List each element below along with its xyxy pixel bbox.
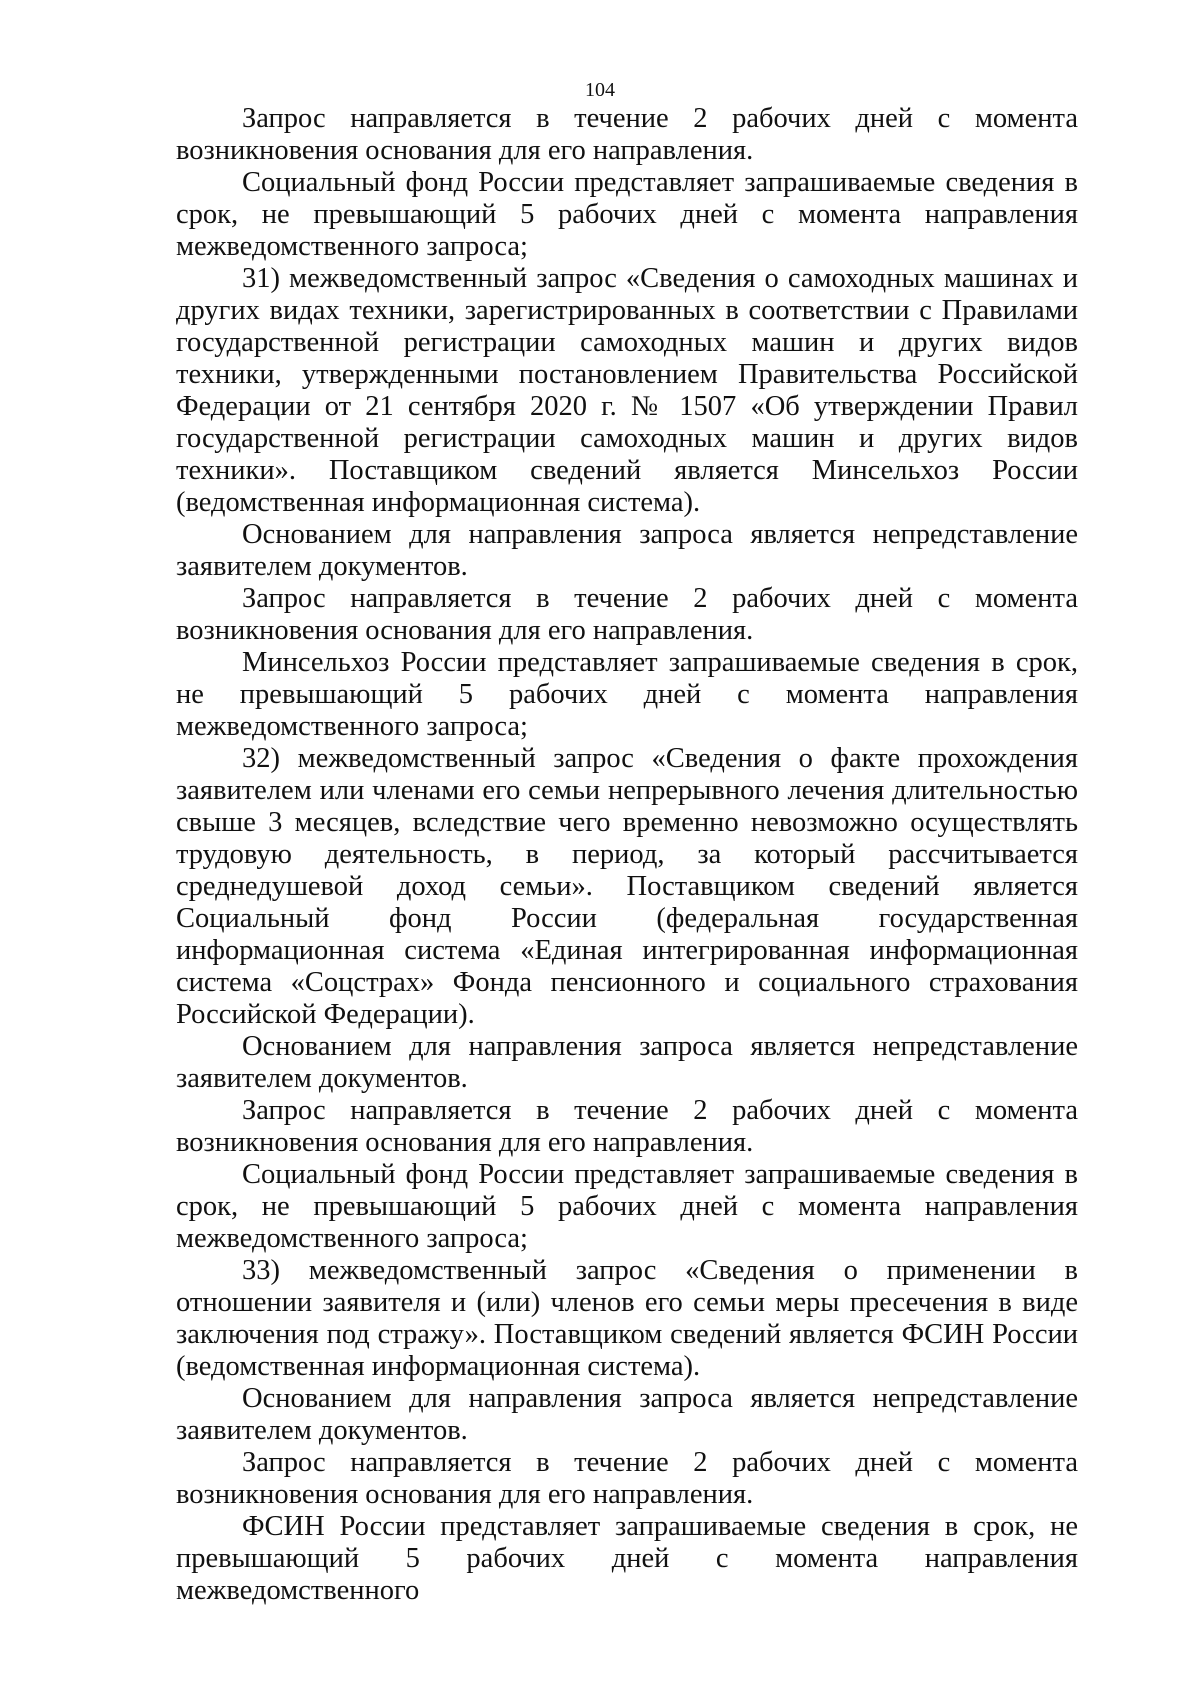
- paragraph: Социальный фонд России представляет запрашиваемые сведения в срок, не превышающий 5 рабочих дней с момента направления межведомственного запроса;: [176, 167, 1078, 262]
- paragraph: Запрос направляется в течение 2 рабочих дней с момента возникновения основания для его направления.: [176, 1447, 1078, 1510]
- paragraph: ФСИН России представляет запрашиваемые сведения в срок, не превышающий 5 рабочих дней с момента направления межведомственного: [176, 1511, 1078, 1606]
- paragraph: Основанием для направления запроса является непредставление заявителем документов.: [176, 1031, 1078, 1094]
- paragraph: Основанием для направления запроса является непредставление заявителем документов.: [176, 1383, 1078, 1446]
- paragraph: Запрос направляется в течение 2 рабочих дней с момента возникновения основания для его направления.: [176, 103, 1078, 166]
- paragraph: 31) межведомственный запрос «Сведения о самоходных машинах и других видах техники, зарегистрированных в соответствии с Правилами государственной регистрации самоходных машин и других видов техники, утвержденными постановлением Правительства Российской Федерации от 21 сентября 2020 г. № 1507 «Об утверждении Правил государственной регистрации самоходных машин и других видов техники». Поставщиком сведений является Минсельхоз России (ведомственная информационная система).: [176, 263, 1078, 518]
- page-number: 104: [585, 79, 615, 101]
- paragraph: Минсельхоз России представляет запрашиваемые сведения в срок, не превышающий 5 рабочих дней с момента направления межведомственного запроса;: [176, 647, 1078, 742]
- paragraph: Запрос направляется в течение 2 рабочих дней с момента возникновения основания для его направления.: [176, 583, 1078, 646]
- paragraph: 32) межведомственный запрос «Сведения о факте прохождения заявителем или членами его семьи непрерывного лечения длительностью свыше 3 месяцев, вследствие чего временно невозможно осуществлять трудовую деятельность, в период, за который рассчитывается среднедушевой доход семьи». Поставщиком сведений является Социальный фонд России (федеральная государственная информационная система «Единая интегрированная информационная система «Соцстрах» Фонда пенсионного и социального страхования Российской Федерации).: [176, 743, 1078, 1030]
- paragraph: Социальный фонд России представляет запрашиваемые сведения в срок, не превышающий 5 рабочих дней с момента направления межведомственного запроса;: [176, 1159, 1078, 1254]
- paragraph: Запрос направляется в течение 2 рабочих дней с момента возникновения основания для его направления.: [176, 1095, 1078, 1158]
- paragraph: Основанием для направления запроса является непредставление заявителем документов.: [176, 519, 1078, 582]
- document-body: [176, 103, 1078, 1607]
- paragraph: 33) межведомственный запрос «Сведения о применении в отношении заявителя и (или) членов его семьи меры пресечения в виде заключения под стражу». Поставщиком сведений является ФСИН России (ведомственная информационная система).: [176, 1255, 1078, 1382]
